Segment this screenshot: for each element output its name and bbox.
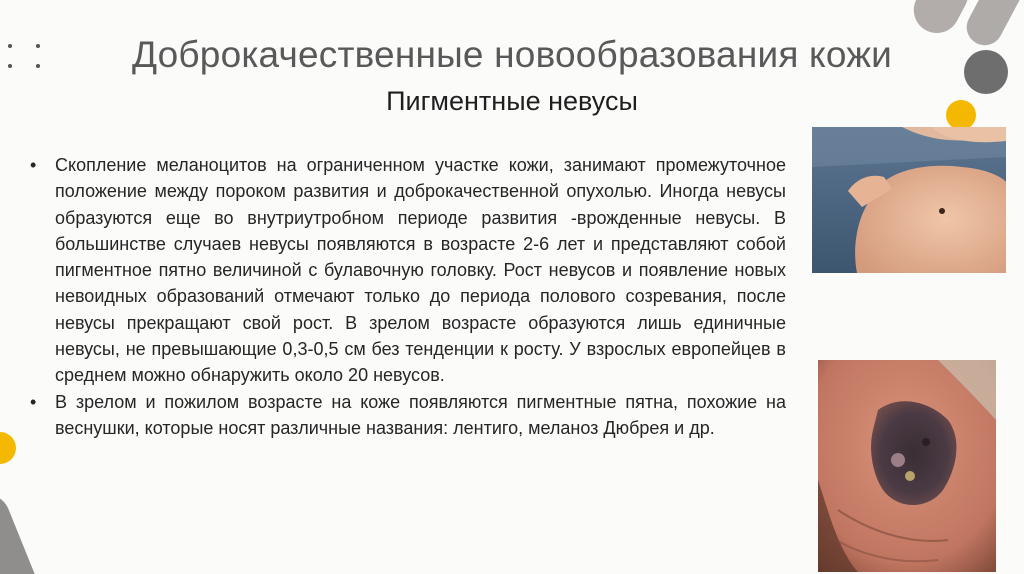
bullet-item — [30, 389, 786, 442]
facial-lesion-photo — [818, 360, 996, 572]
bullet-marker: • — [30, 155, 37, 175]
slide-title: Доброкачественные новообразования кожи — [131, 34, 893, 75]
bullet-text: Скопление меланоцитов на ограниченном участке кожи, занимают промежуточное положение между пороком развития и доброкачественной опухолью. Иногда невусы образуются еще во внутриутробном периоде развития -врожденные невусы. В большинстве случаев невусы появляются в возрасте 2-6 лет и представляют собой пигментное пятно величиной с булавочную головку. Рост невусов и появление новых невоидных образований отмечают только до периода полового созревания, после невусы прекращают свой рост. В зрелом возрасте образуются лишь единичные невусы, не превышающие 0,3-0,5 см без тенденции к росту. У взрослых европейцев в среднем можно обнаружить около 20 невусов. — [55, 155, 786, 386]
bullet-list — [30, 152, 786, 441]
decorative-pill-shape — [0, 488, 45, 574]
shoulder-nevus-photo — [812, 127, 1006, 273]
shoulder-nevus-image — [812, 127, 1006, 273]
bullet-text: В зрелом и пожилом возрасте на коже появляются пигментные пятна, похожие на веснушки, которые носят различные названия: лентиго, меланоз Дюбрея и др. — [55, 391, 786, 438]
facial-lesion-image — [818, 360, 996, 572]
bullet-item — [30, 152, 786, 389]
bullet-marker: • — [30, 391, 37, 412]
slide-subtitle: Пигментные невусы — [386, 86, 638, 116]
decorative-circle-yellow — [0, 432, 16, 464]
